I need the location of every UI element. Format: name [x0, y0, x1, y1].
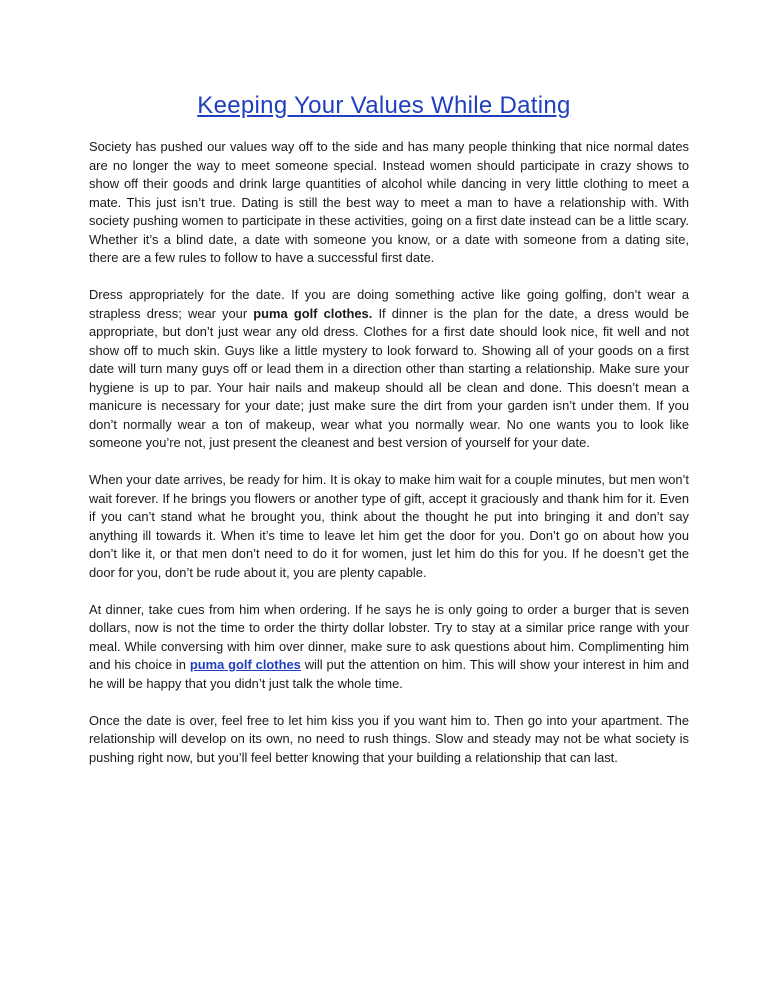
document-body: [89, 138, 689, 786]
paragraph-dress-text-after: If dinner is the plan for the date, a dress would be appropriate, but don’t just wear any old dress. Clothes for a first date should look nice, fit well and not show off to much skin. Guys like a little mystery to look forward to. Showing all of your goods on a first date will turn many guys off or lead them in a direction other than starting a relationship. Make sure your hygiene is up to par. Your hair nails and makeup should all be clean and done. This doesn’t mean a manicure is necessary for your date; just make sure the dirt from your garden isn’t under them. If you don’t normally wear a ton of makeup, wear what you normally wear. No one wants you to look like someone you’re not, just present the cleanest and best version of yourself for your date.: [89, 305, 690, 450]
paragraph-arrival: When your date arrives, be ready for him. It is okay to make him wait for a couple minutes, but men won’t wait forever. If he brings you flowers or another type of gift, accept it graciously and thank him for it. Even if you can’t stand what he brought you, think about the thought he put into bringing it and don’t say anything ill towards it. When it’s time to leave let him get the door for you. Don’t go on about how you don’t like it, or that men don’t need to do it for women, just let him do this for you. If he doesn’t get the door for you, don’t be rude about it, you are plenty capable.: [89, 472, 689, 580]
paragraph-dress-text-before: Dress appropriately for the date. If you are doing something active like going golfing, don’t wear a strapless dress; wear your: [89, 287, 689, 321]
paragraph-closing: Once the date is over, feel free to let him kiss you if you want him to. Then go into your apartment. The relationship will develop on its own, no need to rush things. Slow and steady may not be what society is pushing right now, but you’ll feel better knowing that your building a relationship that can last.: [89, 712, 689, 765]
keyword-puma-golf-clothes: puma golf clothes.: [253, 305, 373, 321]
paragraph-dinner-text-after: will put the attention on him. This will show your interest in him and he will be happy that you didn’t just talk the whole time.: [89, 657, 690, 691]
paragraph-dress: [89, 286, 689, 453]
paragraph-intro: Society has pushed our values way off to the side and has many people thinking that nice normal dates are no longer the way to meet someone special. Instead women should participate in crazy shows to show off their goods and drink large quantities of alcohol while dancing in very little clothing to meet a mate. This just isn’t true. Dating is still the best way to meet a man to have a relationship with. With society pushing women to participate in these activities, going on a first date instead can be a little scary. Whether it’s a blind date, a date with someone you know, or a date with someone from a dating site, there are a few rules to follow to have a successful first date.: [89, 139, 689, 265]
paragraph-dinner-text-before: At dinner, take cues from him when ordering. If he says he is only going to order a burger that is seven dollars, now is not the time to order the thirty dollar lobster. Try to stay at a similar price range with your meal. While conversing with him over dinner, make sure to ask questions about him. Complimenting him and his choice in: [89, 601, 689, 672]
puma-golf-clothes-link[interactable]: puma golf clothes: [189, 657, 301, 672]
paragraph-dinner: [89, 601, 689, 694]
document-title: Keeping Your Values While Dating: [197, 92, 571, 119]
